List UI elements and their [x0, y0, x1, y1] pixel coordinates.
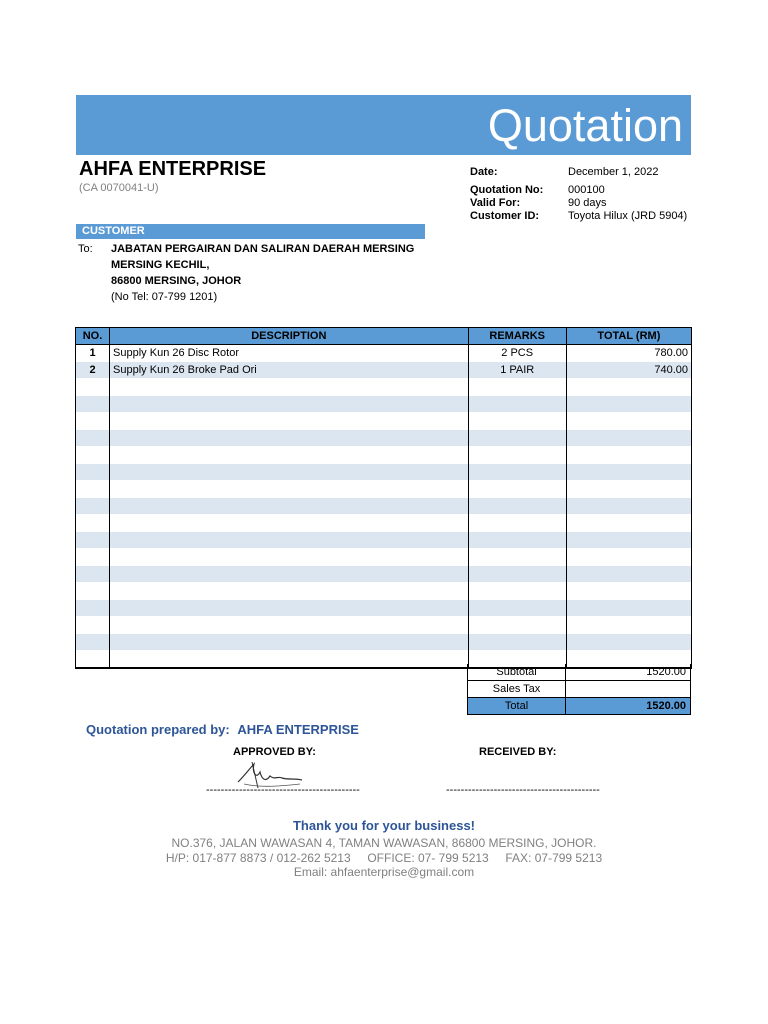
cell-remarks	[468, 634, 566, 651]
thank-you-note: Thank you for your business!	[292, 818, 476, 833]
cell-total	[566, 549, 691, 566]
table-row	[76, 617, 692, 634]
cell-desc	[110, 566, 469, 583]
total-label: Total	[467, 698, 566, 715]
cell-desc	[110, 464, 469, 481]
cell-total	[566, 583, 691, 600]
prepared-by-company: AHFA ENTERPRISE	[237, 722, 359, 737]
table-row	[76, 345, 692, 362]
cell-remarks	[468, 430, 566, 447]
cell-remarks: 1 PAIR	[468, 362, 566, 379]
cell-remarks: 2 PCS	[468, 345, 566, 362]
cell-total	[566, 413, 691, 430]
cell-no: 1	[76, 345, 110, 362]
total-row	[467, 698, 691, 715]
customer-line-3: 86800 MERSING, JOHOR	[111, 275, 242, 287]
table-row	[76, 396, 692, 413]
cell-total	[566, 396, 691, 413]
cell-desc	[110, 617, 469, 634]
cell-total	[566, 481, 691, 498]
prepared-by	[86, 722, 359, 737]
approved-by-label: APPROVED BY:	[233, 746, 316, 758]
cell-remarks	[468, 583, 566, 600]
cell-desc	[110, 515, 469, 532]
cell-remarks	[468, 396, 566, 413]
cell-remarks	[468, 566, 566, 583]
cell-no	[76, 498, 110, 515]
approved-signature-line: ------------------------------------------	[206, 784, 360, 796]
quotation-no-value: 000100	[568, 184, 605, 196]
company-name: AHFA ENTERPRISE	[79, 158, 267, 180]
cell-remarks	[468, 532, 566, 549]
cell-desc	[110, 583, 469, 600]
cell-desc	[110, 651, 469, 669]
table-row	[76, 634, 692, 651]
received-by-label: RECEIVED BY:	[479, 746, 557, 758]
cell-total	[566, 464, 691, 481]
cell-desc	[110, 396, 469, 413]
cell-total	[566, 617, 691, 634]
table-header-row	[76, 328, 692, 345]
footer-email: Email: ahfaenterprise@gmail.com	[293, 865, 475, 879]
company-reg-no: (CA 0070041-U)	[79, 182, 159, 194]
customer-section-label: CUSTOMER	[82, 225, 145, 237]
cell-remarks	[468, 515, 566, 532]
cell-desc	[110, 634, 469, 651]
cell-total	[566, 566, 691, 583]
cell-total	[566, 634, 691, 651]
customer-line-1: JABATAN PERGAIRAN DAN SALIRAN DAERAH MERSING	[111, 243, 415, 255]
cell-no	[76, 617, 110, 634]
col-header-total: TOTAL (RM)	[566, 328, 691, 345]
table-row	[76, 379, 692, 396]
to-label: To:	[78, 243, 93, 255]
cell-desc	[110, 379, 469, 396]
table-row	[76, 498, 692, 515]
table-row	[76, 413, 692, 430]
cell-no	[76, 515, 110, 532]
cell-remarks	[468, 600, 566, 617]
cell-desc: Supply Kun 26 Disc Rotor	[110, 345, 469, 362]
cell-no	[76, 481, 110, 498]
table-row	[76, 583, 692, 600]
cell-total	[566, 447, 691, 464]
table-row	[76, 430, 692, 447]
cell-no	[76, 413, 110, 430]
cell-total	[566, 600, 691, 617]
cell-no	[76, 549, 110, 566]
cell-no	[76, 379, 110, 396]
cell-no	[76, 447, 110, 464]
valid-for-label: Valid For:	[470, 197, 521, 209]
cell-no	[76, 532, 110, 549]
sales-tax-row	[467, 681, 691, 698]
footer-phones: H/P: 017-877 8873 / 012-262 5213 OFFICE: 07- 799 5213 FAX: 07-799 5213	[165, 851, 603, 865]
cell-total: 780.00	[566, 345, 691, 362]
cell-remarks	[468, 617, 566, 634]
sales-tax-label: Sales Tax	[467, 681, 566, 698]
subtotal-value: 1520.00	[566, 664, 691, 681]
cell-remarks	[468, 549, 566, 566]
cell-total	[566, 532, 691, 549]
cell-no	[76, 464, 110, 481]
cell-desc: Supply Kun 26 Broke Pad Ori	[110, 362, 469, 379]
cell-desc	[110, 549, 469, 566]
items-table	[75, 327, 692, 669]
cell-remarks	[468, 498, 566, 515]
prepared-by-label: Quotation prepared by:	[86, 722, 230, 737]
table-row	[76, 515, 692, 532]
cell-no: 2	[76, 362, 110, 379]
received-signature-line: ------------------------------------------	[446, 784, 600, 796]
cell-no	[76, 430, 110, 447]
summary-box	[467, 664, 691, 715]
col-header-remarks: REMARKS	[468, 328, 566, 345]
cell-no	[76, 634, 110, 651]
title-banner	[76, 95, 691, 155]
customer-id-value: Toyota Hilux (JRD 5904)	[568, 210, 688, 222]
cell-total	[566, 515, 691, 532]
date-value: December 1, 2022	[568, 166, 659, 178]
cell-no	[76, 566, 110, 583]
cell-desc	[110, 481, 469, 498]
sales-tax-value	[566, 681, 691, 698]
table-row	[76, 447, 692, 464]
cell-no	[76, 651, 110, 669]
table-row	[76, 481, 692, 498]
cell-desc	[110, 600, 469, 617]
cell-desc	[110, 447, 469, 464]
customer-id-label: Customer ID:	[470, 210, 540, 222]
customer-section-bar	[76, 224, 425, 239]
cell-total	[566, 498, 691, 515]
cell-total	[566, 379, 691, 396]
date-label: Date:	[470, 166, 498, 178]
cell-no	[76, 600, 110, 617]
quotation-no-label: Quotation No:	[470, 184, 544, 196]
cell-desc	[110, 498, 469, 515]
table-row	[76, 464, 692, 481]
customer-tel: (No Tel: 07-799 1201)	[111, 291, 218, 303]
table-row	[76, 566, 692, 583]
total-value: 1520.00	[566, 698, 691, 715]
cell-remarks	[468, 464, 566, 481]
table-row	[76, 362, 692, 379]
cell-remarks	[468, 447, 566, 464]
col-header-no: NO.	[76, 328, 110, 345]
subtotal-label: Subtotal	[467, 664, 566, 681]
cell-total: 740.00	[566, 362, 691, 379]
table-row	[76, 600, 692, 617]
cell-no	[76, 396, 110, 413]
cell-remarks	[468, 413, 566, 430]
document-title: Quotation	[487, 100, 683, 151]
cell-no	[76, 583, 110, 600]
cell-desc	[110, 532, 469, 549]
table-row	[76, 549, 692, 566]
customer-line-2: MERSING KECHIL,	[111, 259, 210, 271]
cell-remarks	[468, 379, 566, 396]
cell-desc	[110, 413, 469, 430]
subtotal-row	[467, 664, 691, 681]
col-header-description: DESCRIPTION	[110, 328, 469, 345]
table-row	[76, 532, 692, 549]
cell-remarks	[468, 481, 566, 498]
cell-desc	[110, 430, 469, 447]
cell-total	[566, 430, 691, 447]
footer-address: NO.376, JALAN WAWASAN 4, TAMAN WAWASAN, 86800 MERSING, JOHOR.	[171, 836, 597, 850]
valid-for-value: 90 days	[568, 197, 607, 209]
